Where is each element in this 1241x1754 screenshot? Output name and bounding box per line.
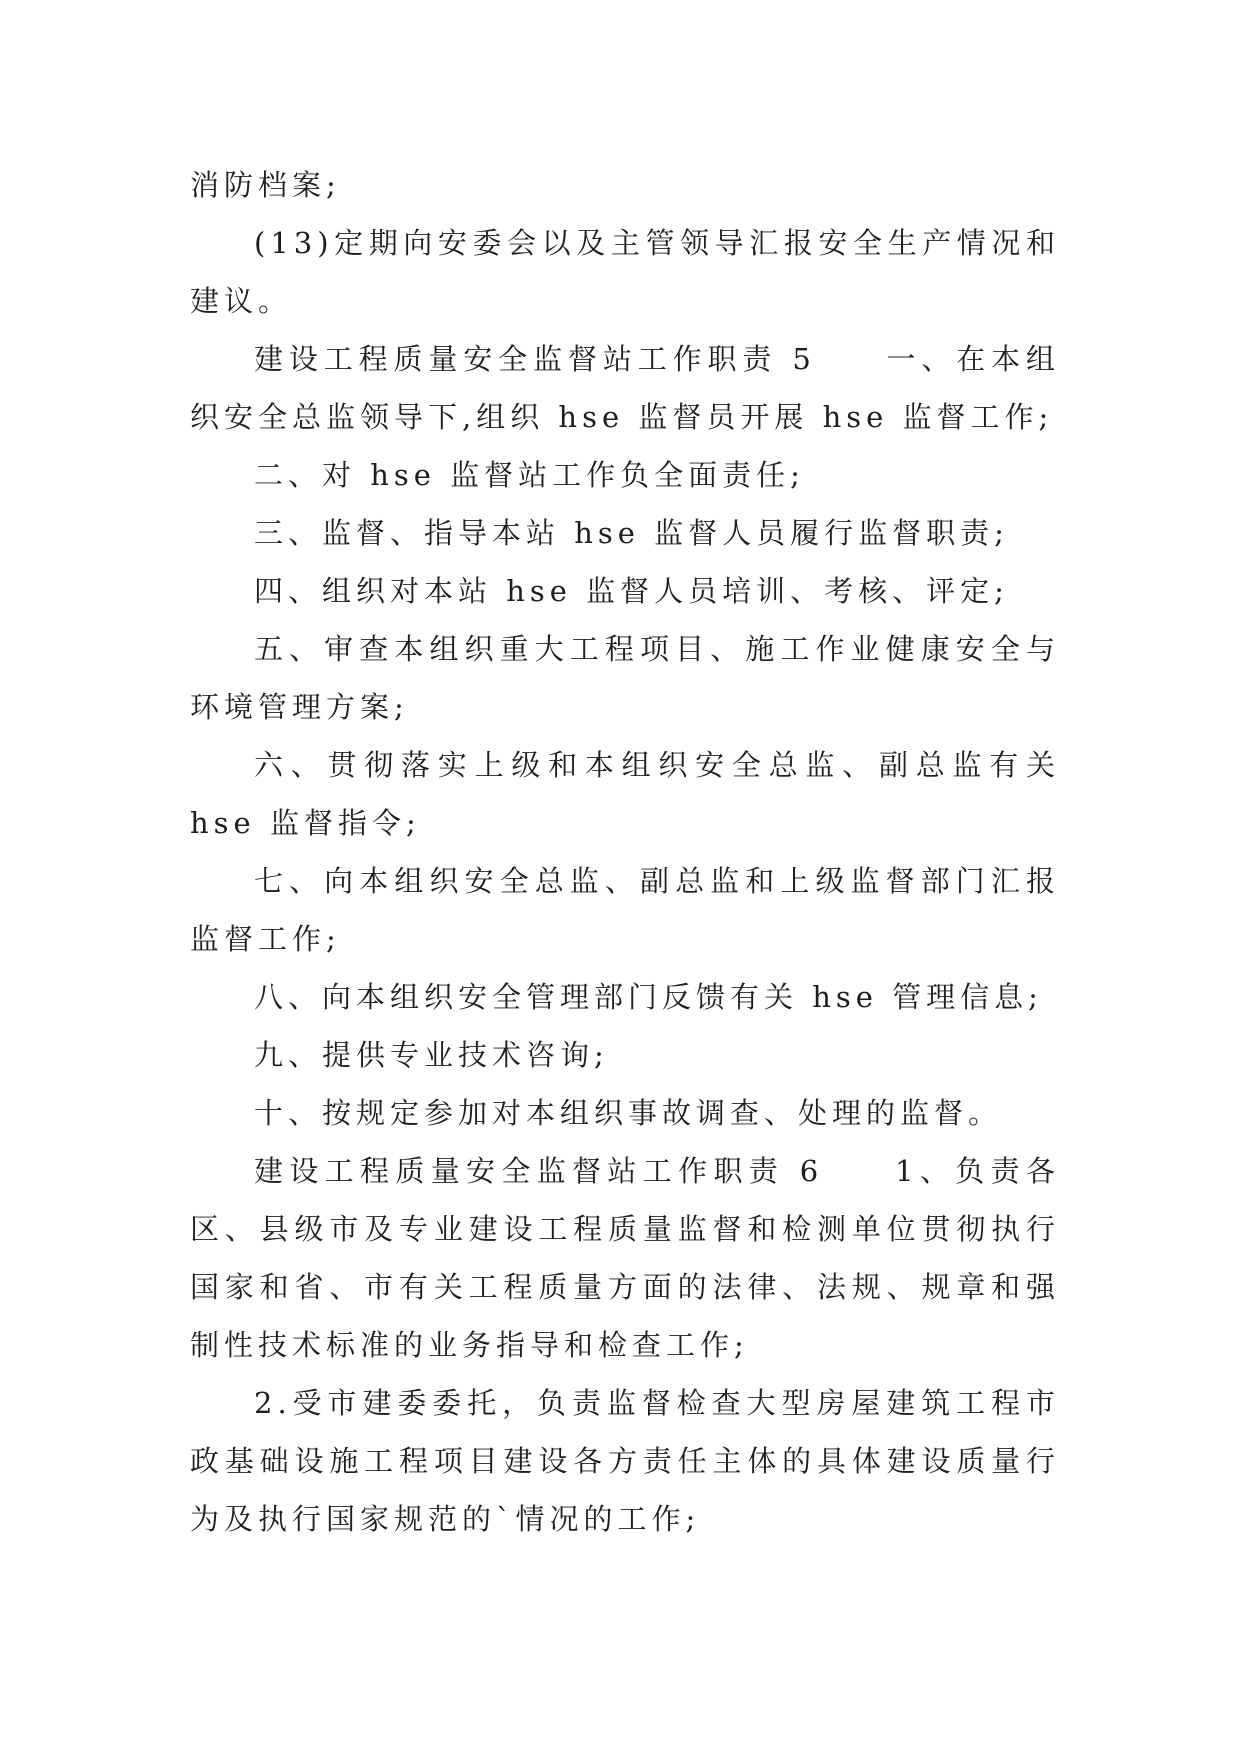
paragraph-item-10: 十、按规定参加对本组织事故调查、处理的监督。 xyxy=(254,1096,1003,1130)
paragraph-section-6-item-1: 建设工程质量安全监督站工作职责 6 1、负责各区、县级市及专业建设工程质量监督和检测单位贯彻执行国家和省、市有关工程质量方面的法律、法规、规章和强制性技术标准的业务指导和检查工作; xyxy=(190,1154,1060,1362)
paragraph-section-5-item-1: 建设工程质量安全监督站工作职责 5 一、在本组织安全总监领导下,组织 hse 监督员开展 hse 监督工作; xyxy=(190,342,1060,434)
paragraph-item-7: 七、向本组织安全总监、副总监和上级监督部门汇报监督工作; xyxy=(190,864,1060,956)
paragraph-item-6: 六、贯彻落实上级和本组织安全总监、副总监有关 hse 监督指令; xyxy=(190,748,1060,840)
paragraph-item-9: 九、提供专业技术咨询; xyxy=(254,1038,609,1072)
paragraph-item-4: 四、组织对本站 hse 监督人员培训、考核、评定; xyxy=(254,574,1009,608)
paragraph-item-5: 五、审查本组织重大工程项目、施工作业健康安全与环境管理方案; xyxy=(190,632,1060,724)
paragraph-item-8: 八、向本组织安全管理部门反馈有关 hse 管理信息; xyxy=(254,980,1043,1014)
paragraph-continuation: 消防档案; xyxy=(190,168,341,202)
paragraph-item-3: 三、监督、指导本站 hse 监督人员履行监督职责; xyxy=(254,516,1009,550)
document-body xyxy=(190,156,1060,1548)
paragraph-item-2: 二、对 hse 监督站工作负全面责任; xyxy=(254,458,805,492)
paragraph-item-13: (13)定期向安委会以及主管领导汇报安全生产情况和建议。 xyxy=(190,226,1060,318)
paragraph-section-6-item-2: 2.受市建委委托，负责监督检查大型房屋建筑工程市政基础设施工程项目建设各方责任主体的具体建设质量行为及执行国家规范的`情况的工作; xyxy=(190,1386,1060,1536)
